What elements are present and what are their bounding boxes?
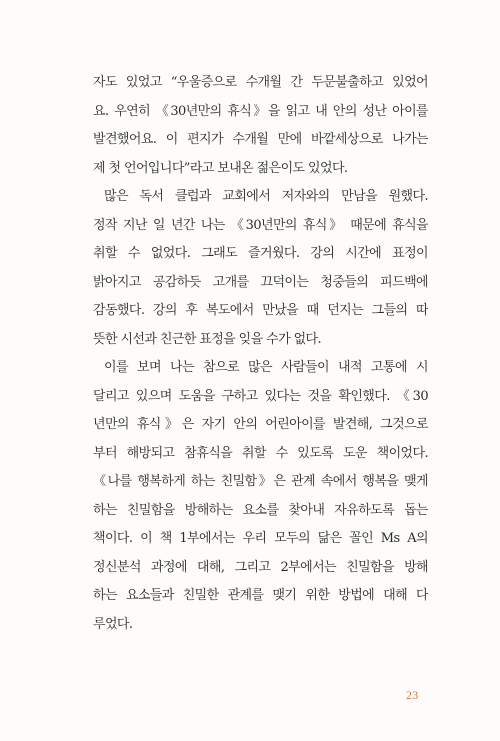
text-line: 제 첫 언어입니다”라고 보내온 젊은이도 있었다. <box>93 160 348 176</box>
text-line: 많은 독서 클럽과 교회에서 저자와의 만남을 원했다. <box>104 189 428 204</box>
text-line: 달리고 있으며 도움을 구하고 있다는 것을 확인했다. 《30 <box>93 388 428 404</box>
text-line: 뜻한 시선과 친근한 표정을 잊을 수가 없다. <box>93 331 322 347</box>
text-line: 《나를 행복하게 하는 친밀함》은 관계 속에서 행복을 맺게 <box>93 474 428 489</box>
paragraph <box>93 69 428 183</box>
text-line: 자도 있었고 “우울증으로 수개월 간 두문불출하고 있었어 <box>93 75 428 90</box>
text-line: 책이다. 이 책 1부에서는 우리 모두의 닮은 꼴인 Ms A의 <box>93 531 428 546</box>
text-line: 취할 수 없었다. 그래도 즐거웠다. 강의 시간에 표정이 <box>93 246 428 261</box>
text-line: 발견했어요. 이 편지가 수개월 만에 바깥세상으로 나가는 <box>93 132 428 147</box>
paragraph <box>93 183 428 354</box>
text-line: 요. 우연히 《30년만의 휴식》을 읽고 내 안의 성난 아이를 <box>93 103 428 119</box>
text-line: 하는 친밀함을 방해하는 요소를 찾아내 자유하도록 돕는 <box>93 502 428 518</box>
text-line: 정신분석 과정에 대해, 그리고 2부에서는 친밀함을 방해 <box>93 559 428 575</box>
text-line: 이를 보며 나는 참으로 많은 사람들이 내적 고통에 시 <box>104 360 428 375</box>
text-line: 감동했다. 강의 후 복도에서 만났을 때 던지는 그들의 따 <box>93 303 428 318</box>
text-line: 하는 요소들과 친밀한 관계를 맺기 위한 방법에 대해 다 <box>93 588 428 603</box>
text-line: 부터 해방되고 참휴식을 취할 수 있도록 도운 책이었다. <box>93 445 428 461</box>
text-line: 밝아지고 공감하듯 고개를 끄덕이는 청중들의 피드백에 <box>93 274 428 290</box>
page-number: 23 <box>406 688 419 702</box>
text-line: 루었다. <box>93 616 133 632</box>
paragraph <box>93 354 428 639</box>
text-line: 정작 지난 일 년간 나는 《30년만의 휴식》 때문에 휴식을 <box>93 217 428 233</box>
body-text <box>93 69 428 639</box>
text-line: 년만의 휴식》은 자기 안의 어린아이를 발견해, 그것으로 <box>93 417 428 432</box>
